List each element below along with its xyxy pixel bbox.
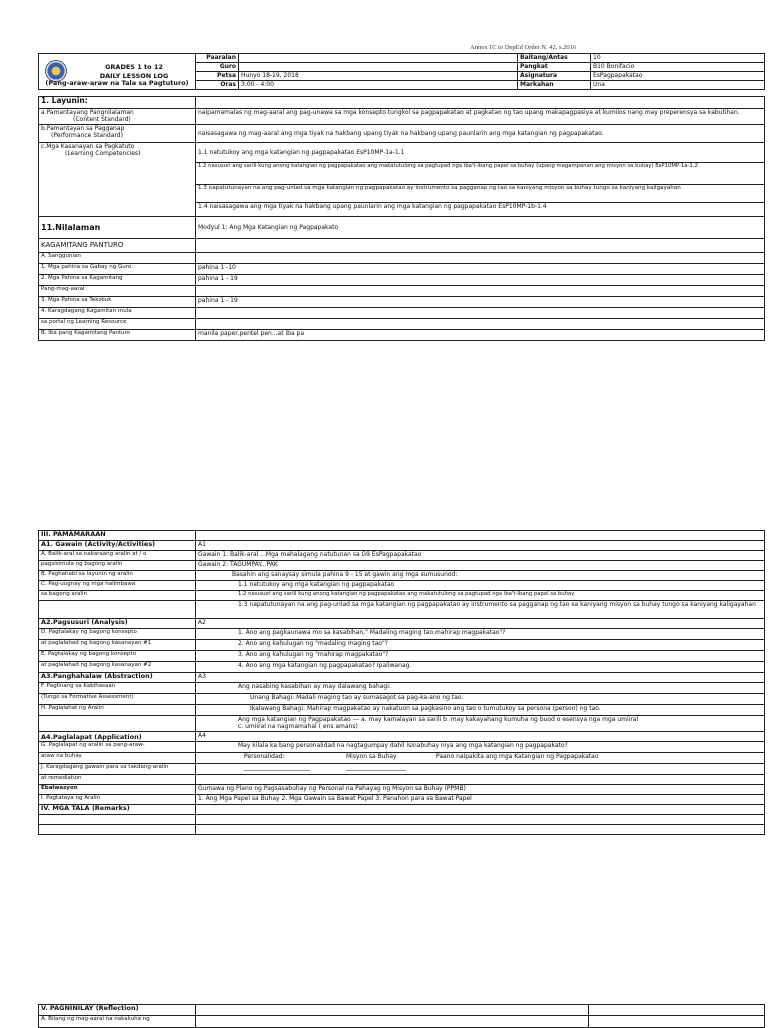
a4-personalidad: Personalidad: [244, 753, 285, 760]
a3-value-1: Ang nasabing kasabihan ay may dalawang bahagi: [196, 683, 765, 694]
pangkat-value[interactable]: B10 Bonifacio [591, 63, 765, 72]
a4-paano: Paano naipakita ang mga Katangian ng Pagpapakatao [436, 753, 599, 760]
pagninilay-title: V. PAGNINILAY (Reflection) [39, 1005, 196, 1016]
a2-value-1: 1. Ano ang pagkaunawa mo sa kasabihan," Madaling maging tao,mahirap magpakatao"? [196, 629, 765, 640]
asignatura-label: Asignatura [518, 72, 591, 81]
pamamaraan-title: III. PAMAMARAAN [39, 531, 196, 541]
a4-label-1: G. Paglalapat ng aralin sa pang-araw- [39, 742, 196, 753]
markahan-value[interactable]: Una [591, 81, 765, 90]
iba-pang-value: manila paper,pentel pen...at iba pa [196, 330, 765, 341]
a4-value-1: May kilala ka bang personalidad na nagtagumpay dahil isinabuhay niya ang mga katangian ng pagpapakato? [196, 742, 765, 753]
competencies-label: c.Mga Kasanayan sa Pagkatuto [41, 143, 135, 150]
a4-label-2: araw na buhay [39, 753, 196, 764]
a4-label-3: J. Karagdagang gawain para sa takdang-aralin [39, 764, 196, 775]
header-subtitle: (Pang-araw-araw na Tala sa Pagtuturo) [45, 79, 189, 87]
asignatura-value[interactable]: EsPagpapakatao [591, 72, 765, 81]
a2-title: A2.Pagsusuri (Analysis) [39, 619, 196, 629]
content-standard-sub: (Content Standard) [73, 116, 131, 123]
a1-value-4: 1.1 natutukoy ang mga katangian ng pagpapakatao [196, 581, 765, 591]
layunin-table [38, 96, 765, 341]
a4-title: A4.Paglalapat (Application) [39, 732, 196, 742]
a3-label-2: (Tungo sa Formative Assessment) [39, 694, 196, 705]
performance-standard-label: b.Pamantayan sa Pagganap [41, 125, 125, 132]
baitang-value[interactable]: 10 [591, 54, 765, 63]
lesson-log-header-table [38, 53, 765, 90]
content-standard-value: naipamamalas ng mag-aaral ang pag-unawa sa mga konsepto tungkol sa pagpapakatao at pagkatao ng tao upang makapagpasiya at kumilos nang may preperensya sa kabutihan. [196, 109, 765, 125]
kagamitan-mag-aaral-value: pahina 1 - 19 [196, 275, 765, 286]
a2-label-4: at paglalahad ng bagong kasanayan #2 [39, 662, 196, 673]
header-dll: DAILY LESSON LOG [99, 72, 169, 80]
paaralan-label: Paaralan [196, 54, 239, 63]
guro-value[interactable] [239, 63, 518, 72]
gabay-guro-label: 1. Mga pahina sa Gabay ng Guro [39, 264, 196, 275]
pagninilay-a-label: A. Bilang ng mag-aaral na nakakuha ng [39, 1016, 196, 1028]
a4-code: A4 [196, 732, 765, 742]
tala-title: IV. MGA TALA (Remarks) [39, 805, 196, 815]
a3-label-3: H. Paglalahat ng Aralin [39, 705, 196, 716]
a1-code: A1 [196, 541, 765, 551]
kagamitan-mag-aaral-sub: Pang-mag-aaral [39, 286, 196, 297]
header-grades: GRADES 1 to 12 [105, 63, 163, 71]
a2-value-3: 3. Ano ang kahulugan ng "mahirap magpakatao"? [196, 651, 765, 662]
gabay-guro-value: pahina 1 -10 [196, 264, 765, 275]
learning-resource-label: sa portal ng Learning Resource [39, 319, 196, 330]
oras-label: Oras [196, 81, 239, 90]
a3-value-3: Ikalawang Bahagi: Mahirap magpakatao ay nakatuon sa pagkasino ang tao o tumutukoy sa persona (person) ng tao. [196, 705, 765, 716]
kagamitan-title: KAGAMITANG PANTURO [39, 239, 196, 253]
nilalaman-value: Modyul 1: Ang Mga Katangian ng Pagpapakato [196, 217, 765, 239]
a1-label-5: sa bagong aralin [39, 591, 196, 601]
a4-misyon: Misyon sa Buhay [346, 753, 397, 760]
a1-value-2: Gawain 2: TAGUMPAY...PAK [196, 561, 765, 571]
a3-value-5: c. umiiral na nagmamahal ( ens amans) [238, 723, 358, 730]
a1-label-1: A. Balik-aral sa nakaraang aralin at / o [39, 551, 196, 561]
a4-blank-2[interactable]: ____________________ [346, 764, 406, 771]
kagamitan-mag-aaral-label: 2. Mga Pahina sa Kagamitang [39, 275, 196, 286]
performance-standard-sub: (Performance Standard) [51, 132, 123, 139]
competency-2: 1.2 nasusuri ang sarili kung anong katangian ng pagpapakatao ang makatutulong sa pagtupad nga iba't-ibang papel sa buhay (upang magampanan ang misyon sa buhay) EsP10MP-1a-1.2 [196, 163, 765, 185]
pamamaraan-table [38, 530, 765, 835]
a1-value-1: Gawain 1: Balik-aral ...Mga mahalagang natutunan sa G9 EsPagpapakatao [196, 551, 765, 561]
a3-title: A3.Panghahalaw (Abstraction) [39, 673, 196, 683]
ebalwasyon-value-2: 1. Ang Mga Papel sa Buhay 2. Mga Gawain sa Bawat Papel 3. Panahon para sa Bawat Papel [196, 795, 765, 805]
a1-label-4: C. Pag-uugnay ng mga halimbawa [39, 581, 196, 591]
a1-title: A1. Gawain (Activity/Activities) [39, 541, 196, 551]
a2-label-2: at paglalahad ng bagong kasanayan #1 [39, 640, 196, 651]
competency-3: 1.3 napatutunayan na ang pag-unlad sa mga katangian ng pagpapakatao ay instrumento sa pagganap ng tao sa kaniyang misyon sa buhay tungo sa kaniyang kaligayahan [196, 185, 765, 203]
karagdagan-label: 4. Karagdagang Kagamitan mula [39, 308, 196, 319]
a4-blank-1[interactable]: ______________________ [244, 764, 310, 771]
a2-label-1: D. Pagtalakay ng bagong konsepto [39, 629, 196, 640]
layunin-title: 1. Layunin: [39, 97, 196, 109]
performance-standard-value: naisasagawa ng mag-aaral ang mga tiyak na hakbang upang tiyak na hakbang upang paunlarin ang mga katangian ng pagpapakatao. [196, 125, 765, 143]
competency-4: 1.4 naisasagawa ang mga tiyak na hakbang upang paunlarin ang mga katangian ng pagpapakatao EsP10MP-1b-1.4 [196, 203, 765, 217]
a2-value-4: 4. Ano ang mga katangian ng pagpapakatao? Ipaliwanag. [196, 662, 765, 673]
teksbuk-value: pahina 1 - 19 [196, 297, 765, 308]
oras-value[interactable]: 3:00 - 4:00 [239, 81, 518, 90]
pangkat-label: Pangkat [518, 63, 591, 72]
a2-code: A2 [196, 619, 765, 629]
teksbuk-label: 3. Mga Pahina sa Teksbuk [39, 297, 196, 308]
a3-value-2: Unang Bahagi: Madali maging tao ay sumasagot sa pag-ka-ano ng tao. [196, 694, 765, 705]
nilalaman-title: 11.Nilalaman [39, 217, 196, 239]
ebalwasyon-label-1: I. Pagtataya ng Aralin [39, 795, 196, 805]
a3-value-4: Ang mga katangian ng Pagpapakatao --- a. may kamalayan sa sarili b. may kakayahang kumuha ng buod o esensya nga mga umiiral [238, 716, 639, 723]
markahan-label: Markahan [518, 81, 591, 90]
ebalwasyon-title: Ebalwasyon [39, 785, 196, 795]
ebalwasyon-value-1: Gumawa ng Plano ng Pagsasabuhay ng Personal na Pahayag ng Misyon sa Buhay (PPMB) [196, 785, 765, 795]
petsa-value[interactable]: Hunyo 18-19, 2018 [239, 72, 518, 81]
a4-label-4: at remediation [39, 775, 196, 785]
paaralan-value[interactable] [239, 54, 518, 63]
a1-value-6: 1.3 napatutunayan na ang pag-unlad sa mga katangian ng pagpapakatao ay instrumento sa pagganap ng tao sa kaniyang misyon sa buhay tungo sa kaniyang kaligayahan [196, 601, 765, 619]
competency-1: 1.1 natutukoy ang mga katangian ng pagpapakatao EsP10MP-1a-1.1 [196, 143, 765, 163]
a3-label-1: F. Paglinang sa Kabihasaan [39, 683, 196, 694]
a1-value-5: 1.2 nasusuri ang sarili kung anong katangian ng pagpapakatao ang makatutulong sa pagtupad nga iba't-ibang papel sa buhay [196, 591, 765, 601]
competencies-sub: (Learning Competencies) [65, 150, 141, 157]
a3-code: A3 [196, 673, 765, 683]
guro-label: Guro [196, 63, 239, 72]
a2-label-3: E. Pagtalakay ng bagong konsepto [39, 651, 196, 662]
pagninilay-table [38, 1004, 765, 1028]
content-standard-label: a.Pamantayang Pangnilalaman [41, 109, 134, 116]
annex-reference: Annex 1C to DepEd Order N. 42, s.2016 [470, 44, 577, 51]
iba-pang-label: B. Iba pang Kagamitang Panturo [39, 330, 196, 341]
a1-label-3: B. Paghahabi sa layunin ng aralin [39, 571, 196, 581]
baitang-label: Baitang/Antas [518, 54, 591, 63]
a1-label-2: pagsisimula ng bagong aralin [39, 561, 196, 571]
a2-value-2: 2. Ano ang kahulugan ng "madaling maging tao"? [196, 640, 765, 651]
sanggunian-label: A. Sanggunian [39, 253, 196, 264]
petsa-label: Petsa [196, 72, 239, 81]
a1-value-3: Basahin ang sanaysay simula pahina 9 - 15 at gawin ang mga sumusunod: [196, 571, 765, 581]
